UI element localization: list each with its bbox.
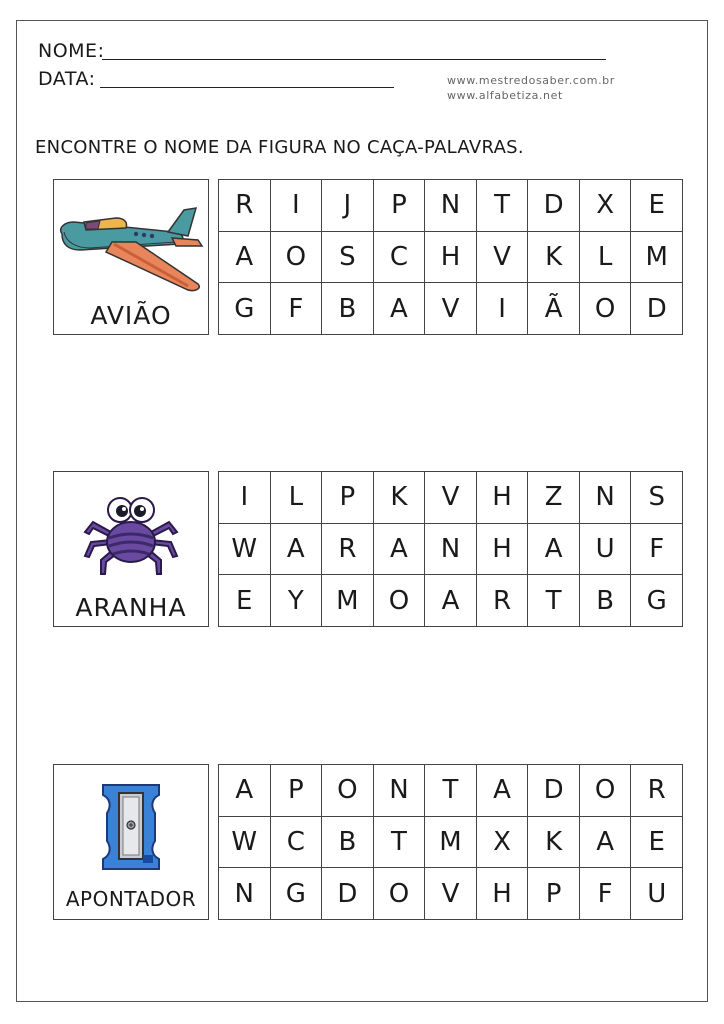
grid-cell[interactable]: L [580,232,632,284]
grid-cell[interactable]: H [477,472,529,524]
grid-cell[interactable]: B [580,575,632,627]
grid-cell[interactable]: O [374,575,426,627]
grid-cell[interactable]: R [322,524,374,576]
grid-cell[interactable]: T [425,765,477,817]
picture-box-apontador [53,764,209,920]
grid-cell[interactable]: A [374,524,426,576]
grid-cell[interactable]: A [528,524,580,576]
grid-cell[interactable]: R [219,180,271,232]
grid-cell[interactable]: F [271,283,323,335]
grid-cell[interactable]: T [374,817,426,869]
grid-cell[interactable]: Ã [528,283,580,335]
word-label: AVIÃO [90,301,172,330]
grid-cell[interactable]: O [322,765,374,817]
website-2: www.alfabetiza.net [447,89,563,102]
name-field[interactable] [38,40,104,62]
grid-cell[interactable]: K [528,232,580,284]
grid-cell[interactable]: K [374,472,426,524]
grid-cell[interactable]: C [374,232,426,284]
picture-box-aviao [53,179,209,335]
word-grid-aviao [218,179,683,335]
grid-cell[interactable]: M [631,232,683,284]
grid-cell[interactable]: P [528,868,580,920]
spider-icon [54,478,208,590]
airplane-icon [54,186,208,298]
grid-cell[interactable]: B [322,817,374,869]
grid-cell[interactable]: R [631,765,683,817]
grid-cell[interactable]: M [322,575,374,627]
grid-cell[interactable]: N [580,472,632,524]
grid-cell[interactable]: V [425,868,477,920]
word-label: APONTADOR [65,887,197,911]
date-field[interactable] [38,68,96,90]
grid-cell[interactable]: H [425,232,477,284]
instruction-text: ENCONTRE O NOME DA FIGURA NO CAÇA-PALAVRAS. [35,137,524,158]
grid-cell[interactable]: J [322,180,374,232]
website-1: www.mestredosaber.com.br [447,74,615,87]
grid-cell[interactable]: E [219,575,271,627]
grid-cell[interactable]: A [219,765,271,817]
grid-cell[interactable]: C [271,817,323,869]
name-label: NOME: [38,40,105,62]
grid-cell[interactable]: A [580,817,632,869]
grid-cell[interactable]: I [271,180,323,232]
grid-cell[interactable]: V [425,472,477,524]
grid-cell[interactable]: N [425,180,477,232]
date-label: DATA: [38,68,96,90]
grid-cell[interactable]: H [477,524,529,576]
grid-cell[interactable]: V [477,232,529,284]
grid-cell[interactable]: O [374,868,426,920]
grid-cell[interactable]: T [528,575,580,627]
word-label: ARANHA [75,593,187,622]
grid-cell[interactable]: X [580,180,632,232]
grid-cell[interactable]: E [631,180,683,232]
word-grid-aranha [218,471,683,627]
grid-cell[interactable]: A [477,765,529,817]
grid-cell[interactable]: N [425,524,477,576]
grid-cell[interactable]: N [374,765,426,817]
grid-cell[interactable]: P [374,180,426,232]
grid-cell[interactable]: B [322,283,374,335]
picture-box-aranha [53,471,209,627]
grid-cell[interactable]: G [631,575,683,627]
grid-cell[interactable]: U [631,868,683,920]
grid-cell[interactable]: A [425,575,477,627]
grid-cell[interactable]: I [477,283,529,335]
grid-cell[interactable]: Z [528,472,580,524]
grid-cell[interactable]: Y [271,575,323,627]
grid-cell[interactable]: D [528,765,580,817]
grid-cell[interactable]: W [219,524,271,576]
grid-cell[interactable]: A [271,524,323,576]
grid-cell[interactable]: I [219,472,271,524]
grid-cell[interactable]: G [219,283,271,335]
grid-cell[interactable]: G [271,868,323,920]
grid-cell[interactable]: D [631,283,683,335]
grid-cell[interactable]: N [219,868,271,920]
grid-cell[interactable]: F [580,868,632,920]
grid-cell[interactable]: W [219,817,271,869]
pencil-sharpener-icon [54,771,208,883]
grid-cell[interactable]: H [477,868,529,920]
grid-cell[interactable]: A [374,283,426,335]
grid-cell[interactable]: S [631,472,683,524]
grid-cell[interactable]: K [528,817,580,869]
grid-cell[interactable]: A [219,232,271,284]
grid-cell[interactable]: P [322,472,374,524]
grid-cell[interactable]: O [271,232,323,284]
grid-cell[interactable]: D [322,868,374,920]
grid-cell[interactable]: L [271,472,323,524]
word-grid-apontador [218,764,683,920]
grid-cell[interactable]: M [425,817,477,869]
grid-cell[interactable]: E [631,817,683,869]
date-line [100,87,394,88]
name-line [102,59,606,60]
grid-cell[interactable]: O [580,283,632,335]
grid-cell[interactable]: V [425,283,477,335]
grid-cell[interactable]: X [477,817,529,869]
grid-cell[interactable]: U [580,524,632,576]
grid-cell[interactable]: T [477,180,529,232]
grid-cell[interactable]: S [322,232,374,284]
grid-cell[interactable]: F [631,524,683,576]
grid-cell[interactable]: R [477,575,529,627]
grid-cell[interactable]: D [528,180,580,232]
grid-cell[interactable]: O [580,765,632,817]
grid-cell[interactable]: P [271,765,323,817]
